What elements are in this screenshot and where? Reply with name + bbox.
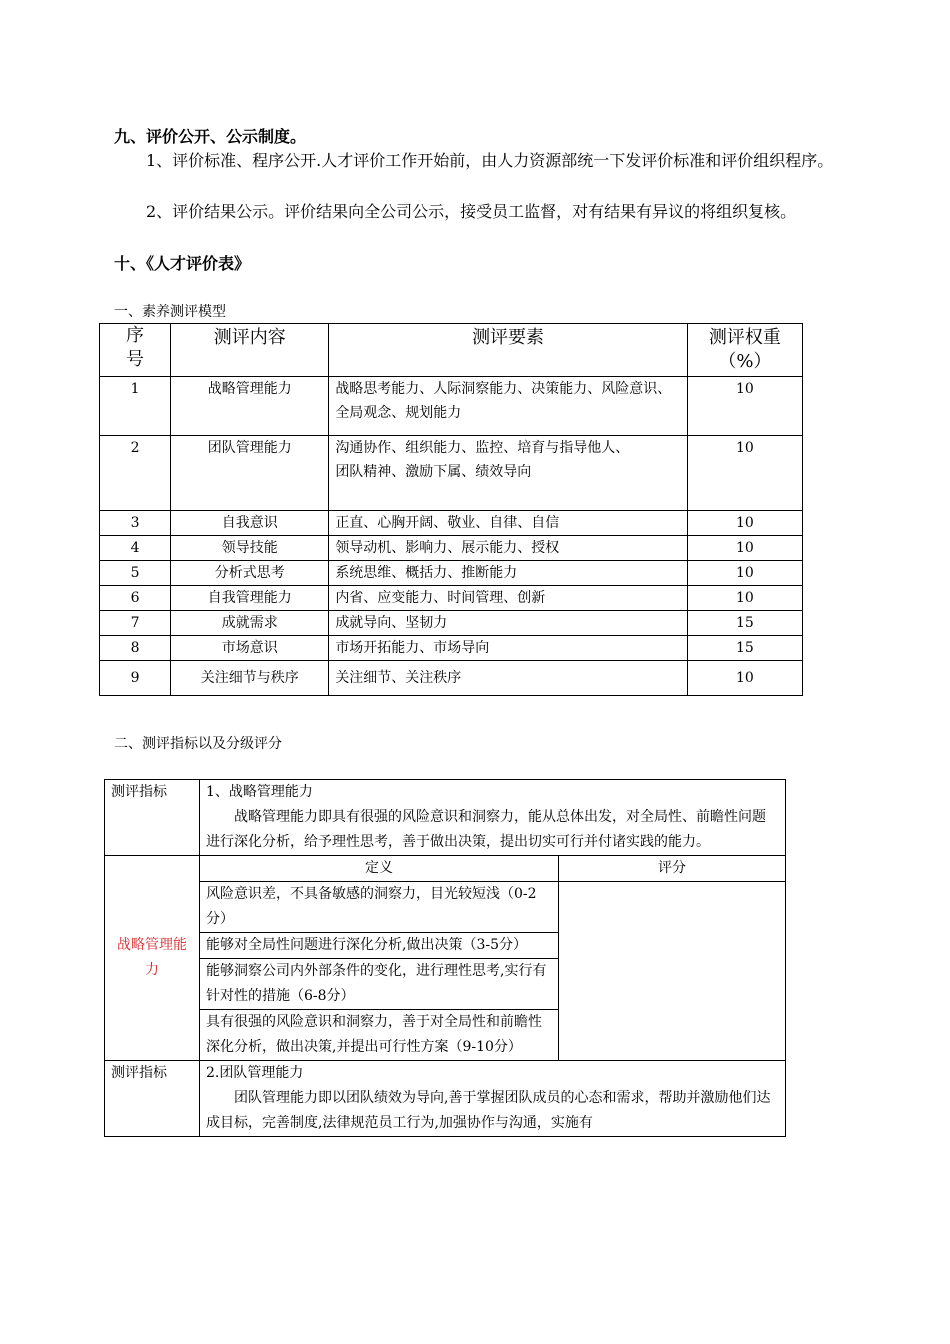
row-no: 1	[100, 377, 171, 436]
row-content: 成就需求	[171, 611, 329, 636]
row-elements: 市场开拓能力、市场导向	[329, 636, 688, 661]
row-no: 6	[100, 586, 171, 611]
indicator-row	[105, 780, 786, 856]
row-weight: 15	[687, 636, 802, 661]
row-elements: 关注细节、关注秩序	[329, 661, 688, 696]
table-row	[100, 436, 803, 511]
row-elements: 领导动机、影响力、展示能力、授权	[329, 536, 688, 561]
row-content: 市场意识	[171, 636, 329, 661]
table-row	[100, 377, 803, 436]
row-weight: 10	[687, 536, 802, 561]
indicator-title: 1、战略管理能力	[206, 784, 313, 800]
row-elements: 战略思考能力、人际洞察能力、决策能力、风险意识、全局观念、规划能力	[329, 377, 688, 436]
row-elements: 成就导向、坚韧力	[329, 611, 688, 636]
header-weight: 测评权重（%）	[687, 324, 802, 377]
row-content: 关注细节与秩序	[171, 661, 329, 696]
table-row	[100, 636, 803, 661]
indicator-label: 测评指标	[105, 1061, 200, 1137]
row-no: 7	[100, 611, 171, 636]
table-row	[100, 586, 803, 611]
indicator-description-cell	[200, 1061, 786, 1137]
row-content: 领导技能	[171, 536, 329, 561]
indicator-description: 团队管理能力即以团队绩效为导向,善于掌握团队成员的心态和需求，帮助并激励他们达成目标，完善制度,法律规范员工行为,加强协作与沟通，实施有	[206, 1090, 771, 1131]
row-no: 8	[100, 636, 171, 661]
table-row	[100, 536, 803, 561]
table-row	[100, 561, 803, 586]
level-definition: 能够对全局性问题进行深化分析,做出决策（3-5分）	[200, 933, 559, 959]
grading-header-row	[105, 856, 786, 882]
row-no: 2	[100, 436, 171, 511]
level-row	[105, 882, 786, 933]
row-no: 9	[100, 661, 171, 696]
row-weight: 10	[687, 511, 802, 536]
row-elements: 内省、应变能力、时间管理、创新	[329, 586, 688, 611]
row-elements: 正直、心胸开阔、敬业、自律、自信	[329, 511, 688, 536]
row-content: 自我管理能力	[171, 586, 329, 611]
level-definition: 具有很强的风险意识和洞察力，善于对全局性和前瞻性深化分析，做出决策,并提出可行性方案（9-10分）	[200, 1010, 559, 1061]
row-elements: 系统思维、概括力、推断能力	[329, 561, 688, 586]
col-score: 评分	[559, 856, 786, 882]
indicator-description-cell	[200, 780, 786, 856]
quality-model-table	[99, 323, 803, 696]
indicator-label: 测评指标	[105, 780, 200, 856]
indicator-row	[105, 1061, 786, 1137]
row-content: 分析式思考	[171, 561, 329, 586]
grading-table	[104, 779, 786, 1137]
header-elements: 测评要素	[329, 324, 688, 377]
col-definition: 定义	[200, 856, 559, 882]
table-row	[100, 611, 803, 636]
model-caption: 一、素养测评模型	[114, 304, 226, 320]
row-content: 团队管理能力	[171, 436, 329, 511]
grading-caption: 二、测评指标以及分级评分	[114, 736, 282, 752]
level-definition: 风险意识差，不具备敏感的洞察力，目光较短浅（0-2分）	[200, 882, 559, 933]
row-no: 4	[100, 536, 171, 561]
row-no: 3	[100, 511, 171, 536]
row-weight: 10	[687, 377, 802, 436]
row-weight: 15	[687, 611, 802, 636]
table-row	[100, 661, 803, 696]
indicator-title: 2.团队管理能力	[206, 1065, 304, 1081]
header-content: 测评内容	[171, 324, 329, 377]
header-no: 序号	[100, 324, 171, 377]
row-weight: 10	[687, 586, 802, 611]
table-row	[100, 511, 803, 536]
table-header-row	[100, 324, 803, 377]
row-elements: 沟通协作、组织能力、监控、培育与指导他人、 团队精神、激励下属、绩效导向	[329, 436, 688, 511]
section-9-paragraph-2: 2、评价结果公示。评价结果向全公司公示，接受员工监督，对有结果有异议的将组织复核。	[146, 202, 797, 221]
section-9-title: 九、评价公开、公示制度。	[114, 127, 307, 146]
row-weight: 10	[687, 661, 802, 696]
score-input-cell[interactable]	[559, 882, 786, 1061]
level-definition: 能够洞察公司内外部条件的变化，进行理性思考,实行有针对性的措施（6-8分）	[200, 959, 559, 1010]
row-content: 自我意识	[171, 511, 329, 536]
section-9-paragraph-1: 1、评价标准、程序公开.人才评价工作开始前，由人力资源部统一下发评价标准和评价组织程序。	[146, 151, 834, 170]
indicator-description: 战略管理能力即具有很强的风险意识和洞察力，能从总体出发，对全局性、前瞻性问题进行深化分析，给予理性思考，善于做出决策，提出切实可行并付诸实践的能力。	[206, 809, 766, 850]
row-no: 5	[100, 561, 171, 586]
side-label: 战略管理能力	[105, 856, 200, 1061]
section-10-title: 十、《人才评价表》	[114, 254, 251, 273]
row-weight: 10	[687, 561, 802, 586]
row-weight: 10	[687, 436, 802, 511]
row-content: 战略管理能力	[171, 377, 329, 436]
